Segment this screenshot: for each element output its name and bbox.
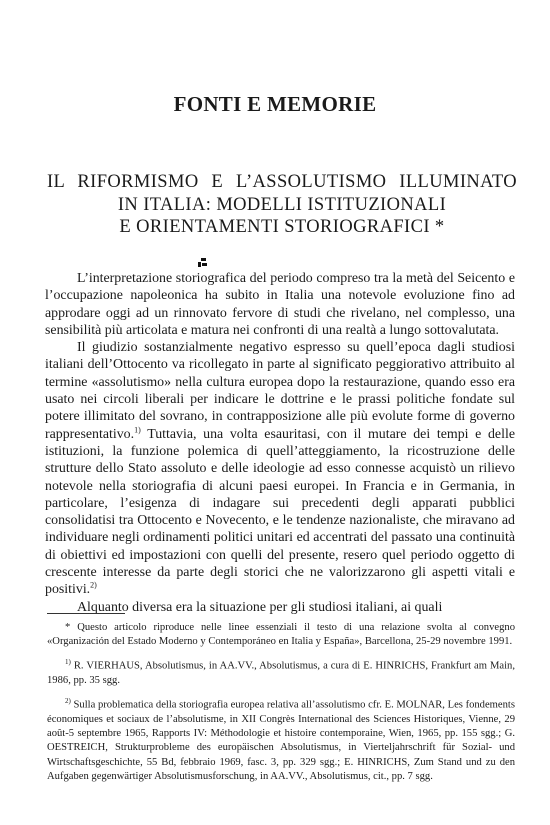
article-title xyxy=(47,171,517,239)
section-heading: FONTI E MEMORIE xyxy=(173,92,377,116)
printer-mark-icon xyxy=(198,258,208,268)
footnote-star: * Questo articolo riproduce nelle linee essenziali il testo di una relazione svolta al convegno «Organización del Estado Moderno y Contemporáneo en Italia y España», Barcellona, 25-29 novembre 1991. xyxy=(47,622,515,648)
article-title-line-3: E ORIENTAMENTI STORIOGRAFICI * xyxy=(119,217,445,237)
article-title-line-1: IL RIFORMISMO E L’ASSOLUTISMO ILLUMINATO xyxy=(47,172,517,192)
footnote-divider xyxy=(47,613,125,614)
footnote-2-mark: 2) xyxy=(65,697,71,706)
footnote-ref-2: 2) xyxy=(90,580,97,590)
footnote-ref-1: 1) xyxy=(134,425,141,435)
footnotes xyxy=(47,621,515,790)
footnote-1 xyxy=(47,655,515,688)
paragraph-2-text-b: Tuttavia, una volta esauritasi, con il mutare dei tempi e delle istituzioni, la funzione polemica di quell’atteggiamento, la ricostruzione delle strutture dello Stato assoluto e delle ideologie ad esso connesse acquistò un rilievo notevole nella storiografia di alcuni paesi europei. In Francia e in Germania, in particolare, l’esigenza di indagare sui precedenti degli apparati pubblici consolidatisi tra Ottocento e Novecento, e le tendenze nazionaliste, che miravano ad individuare negli ordinamenti politici unitari ed accentrati del passato una continuità di obiettivi ed impostazioni con quelli del presente, resero quel periodo oggetto di crescente interesse da parte degli storici che ne valorizzarono gli aspetti vitali e positivi. xyxy=(45,426,515,598)
footnote-1-mark: 1) xyxy=(65,658,71,667)
paragraph-2 xyxy=(45,339,515,598)
article-body xyxy=(45,270,515,616)
paragraph-2-text-a: Il giudizio sostanzialmente negativo espresso su quell’epoca dagli studiosi italiani dell’Ottocento va ricollegato in parte al significato peggiorativo attribuito al termine «assolutismo» nella cultura europea dopo la restaurazione, quando esso era usato nei circoli liberali per indicare le dottrine e le prassi politiche fondate sul potere illimitato del sovrano, in contrapposizione alle più evolute forme di governo rappresentativo. xyxy=(45,340,515,442)
footnote-2-text: Sulla problematica della storiografia europea relativa all’assolutismo cfr. E. MOLNAR, Les fondements économiques et sociaux de l’absolutisme, in XII Congrès International des Sciences Historiques, Vienne, 29 août-5 septembre 1965, Rapports IV: Méthodologie et histoire contemporaine, Wien, 1965, pp. 155 sgg.; G. OESTREICH, Strukturprobleme des europäischen Absolutismus, in Vierteljahrschrift für Sozial- und Wirtschaftsgeschichte, 55 Bd, febbraio 1969, fasc. 3, pp. 329 sgg.; E. HINRICHS, Zum Stand und zu den Aufgaben gegenwärtiger Absolutismusforschung, in AA.VV., Absolutismus, cit., pp. 7 sgg. xyxy=(47,699,515,782)
article-title-line-2: IN ITALIA: MODELLI ISTITUZIONALI xyxy=(117,194,447,215)
footnote-2 xyxy=(47,694,515,784)
paragraph-1: L’interpretazione storiografica del periodo compreso tra la metà del Seicento e l’occupazione napoleonica ha subito in Italia una notevole evoluzione fino ad approdare oggi ad un rinnovato fervore di studi che rivelano, nel complesso, una sensibilità più articolata e matura nei confronti di una realtà a lungo sottovalutata. xyxy=(45,271,515,338)
footnote-1-text: R. VIERHAUS, Absolutismus, in AA.VV., Absolutismus, a cura di E. HINRICHS, Frankfurt am Main, 1986, pp. 35 sgg. xyxy=(47,660,515,687)
paragraph-3: Alquanto diversa era la situazione per gli studiosi italiani, ai quali xyxy=(77,599,443,615)
